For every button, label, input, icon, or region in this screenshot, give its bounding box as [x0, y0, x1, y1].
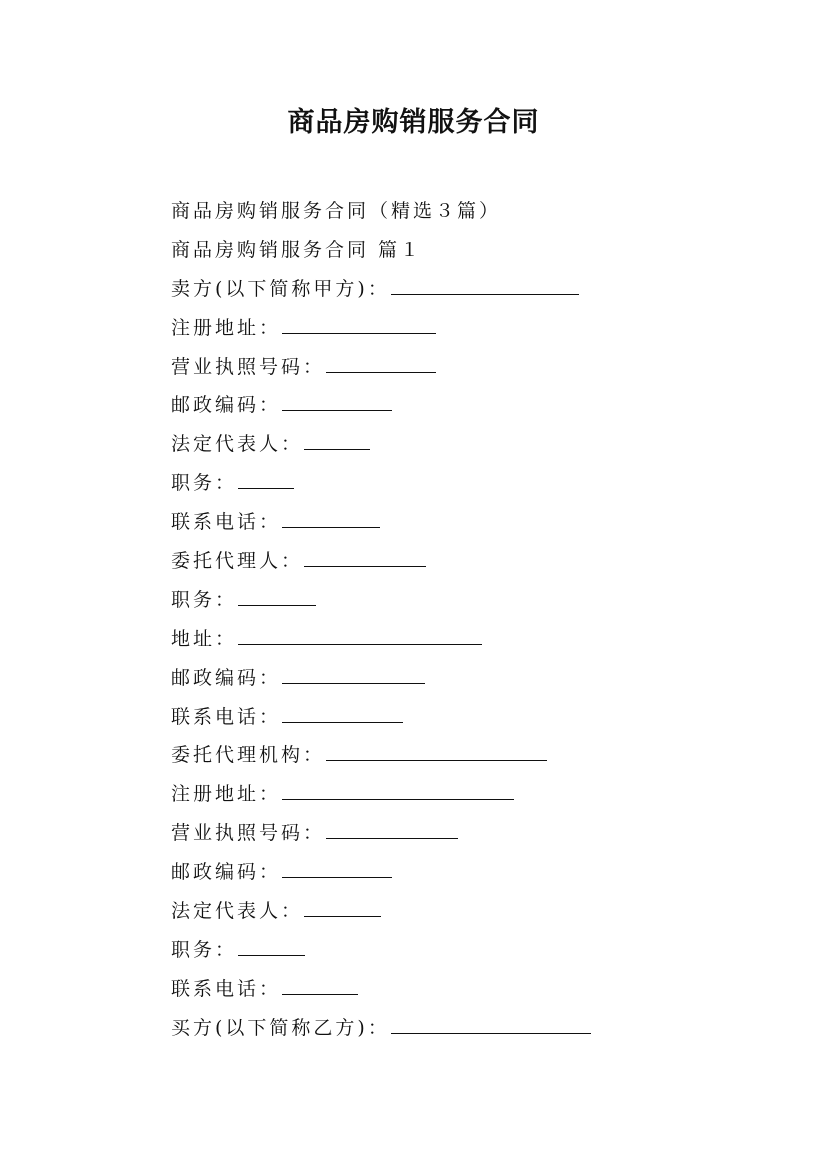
fill-in-blank: [304, 896, 381, 917]
field-label: 营业执照号码：: [171, 355, 326, 378]
fill-in-blank: [282, 779, 514, 800]
field-label: 注册地址：: [171, 783, 282, 806]
legal-representative-field: [171, 894, 791, 933]
fill-in-blank: [326, 740, 547, 761]
fill-in-blank: [238, 935, 305, 956]
postal-code-field: [171, 388, 791, 427]
fill-in-blank: [282, 507, 380, 528]
postal-code-field: [171, 661, 791, 700]
fill-in-blank: [282, 702, 403, 723]
field-label: 卖方(以下简称甲方)：: [171, 277, 390, 300]
fill-in-blank: [282, 663, 425, 684]
fill-in-blank: [326, 352, 436, 373]
document-subtitle: [171, 194, 791, 233]
fill-in-blank: [282, 974, 358, 995]
document-title: 商品房购销服务合同: [287, 107, 540, 138]
field-label: 委托代理机构：: [171, 744, 326, 767]
registered-address-field: [171, 311, 791, 350]
line-text: 商品房购销服务合同（精选３篇）: [171, 200, 502, 222]
phone-field: [171, 972, 791, 1011]
fill-in-blank: [238, 468, 294, 489]
fill-in-blank: [304, 429, 370, 450]
agent-field: [171, 544, 791, 583]
fill-in-blank: [304, 546, 426, 567]
fill-in-blank: [282, 390, 392, 411]
position-field: [171, 583, 791, 622]
field-label: 法定代表人：: [171, 900, 304, 923]
field-label: 买方(以下简称乙方)：: [171, 1016, 390, 1039]
position-field: [171, 466, 791, 505]
field-label: 委托代理人：: [171, 550, 304, 573]
fill-in-blank: [282, 313, 436, 334]
field-label: 职务：: [171, 938, 238, 961]
postal-code-field: [171, 855, 791, 894]
field-label: 职务：: [171, 588, 238, 611]
fill-in-blank: [391, 274, 579, 295]
fill-in-blank: [326, 818, 458, 839]
field-label: 邮政编码：: [171, 394, 282, 417]
phone-field: [171, 505, 791, 544]
agency-field: [171, 738, 791, 777]
registered-address-field: [171, 777, 791, 816]
field-label: 联系电话：: [171, 977, 282, 1000]
field-label: 邮政编码：: [171, 666, 282, 689]
fill-in-blank: [238, 624, 482, 645]
legal-representative-field: [171, 427, 791, 466]
seller-field: [171, 272, 791, 311]
fill-in-blank: [282, 857, 392, 878]
business-license-field: [171, 816, 791, 855]
buyer-field: [171, 1011, 791, 1050]
field-label: 地址：: [171, 627, 238, 650]
field-label: 联系电话：: [171, 511, 282, 534]
section-heading: [171, 233, 791, 272]
field-label: 法定代表人：: [171, 433, 304, 456]
address-field: [171, 622, 791, 661]
position-field: [171, 933, 791, 972]
line-text: 商品房购销服务合同 篇１: [171, 238, 423, 261]
contract-fields: [171, 194, 791, 1050]
field-label: 职务：: [171, 472, 238, 495]
phone-field: [171, 700, 791, 739]
field-label: 邮政编码：: [171, 861, 282, 884]
field-label: 联系电话：: [171, 705, 282, 728]
field-label: 注册地址：: [171, 316, 282, 339]
field-label: 营业执照号码：: [171, 822, 326, 845]
fill-in-blank: [391, 1013, 591, 1034]
business-license-field: [171, 350, 791, 389]
fill-in-blank: [238, 585, 316, 606]
